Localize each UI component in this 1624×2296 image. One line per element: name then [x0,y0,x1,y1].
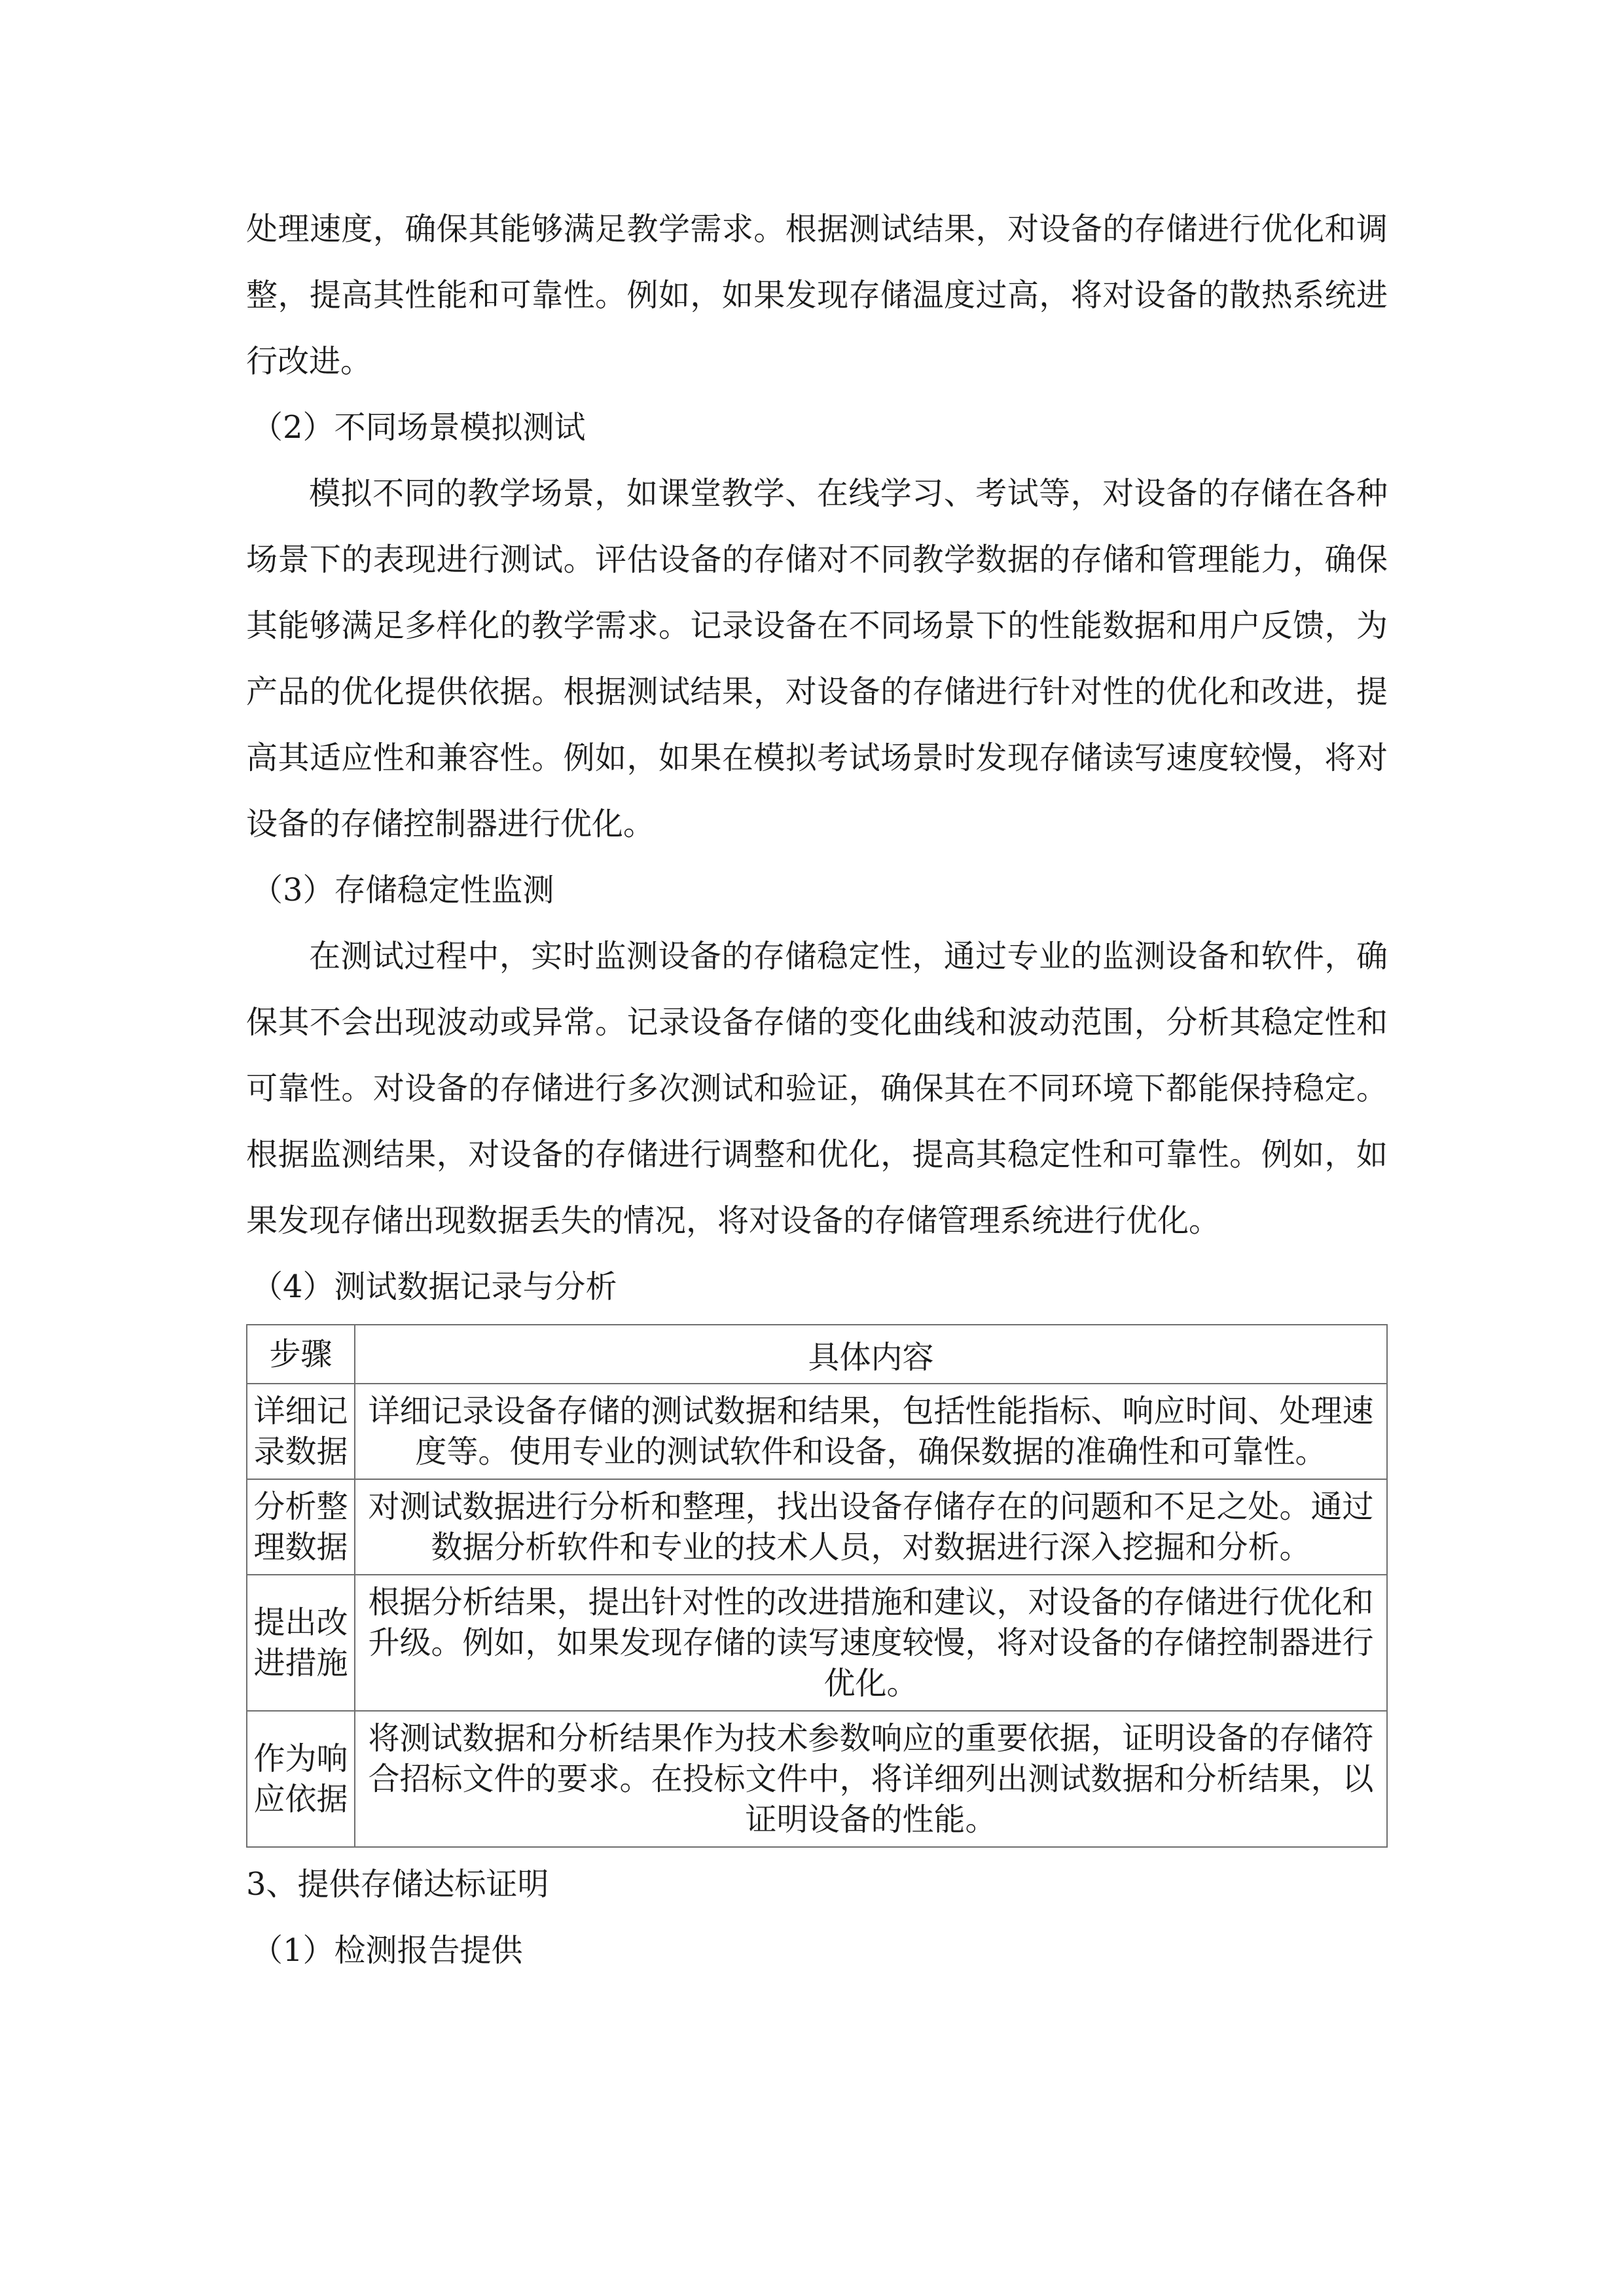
table-row [247,1575,1387,1711]
section-title-compliance-proof: 3、提供存储达标证明 [246,1866,549,1903]
table-row [247,1384,1387,1479]
document-body [246,196,1388,1984]
table-row [247,1711,1387,1847]
table-cell-step: 作为响应依据 [247,1711,355,1847]
heading-test-report: （1）检测报告提供 [251,1932,523,1969]
paragraph-scenario-test: 模拟不同的教学场景，如课堂教学、在线学习、考试等，对设备的存储在各种场景下的表现进行测试。评估设备的存储对不同教学数据的存储和管理能力，确保其能够满足多样化的教学需求。记录设备在不同场景下的性能数据和用户反馈，为产品的优化提供依据。根据测试结果，对设备的存储进行针对性的优化和改进，提高其适应性和兼容性。例如，如果在模拟考试场景时发现存储读写速度较慢，将对设备的存储控制器进行优化。 [246,475,1388,842]
table-cell-step: 提出改进措施 [247,1575,355,1711]
table-cell-step: 详细记录数据 [247,1384,355,1479]
table-cell-step: 分析整理数据 [247,1479,355,1575]
heading-data-analysis: （4）测试数据记录与分析 [251,1268,617,1305]
table-cell-content: 将测试数据和分析结果作为技术参数响应的重要依据，证明设备的存储符合招标文件的要求。在投标文件中，将详细列出测试数据和分析结果，以证明设备的性能。 [355,1711,1387,1847]
table-header-content: 具体内容 [355,1325,1387,1384]
table-header-step: 步骤 [247,1325,355,1384]
table-cell-content: 根据分析结果，提出针对性的改进措施和建议，对设备的存储进行优化和升级。例如，如果发现存储的读写速度较慢，将对设备的存储控制器进行优化。 [355,1575,1387,1711]
heading-scenario-test: （2）不同场景模拟测试 [251,409,586,446]
table-cell-content: 对测试数据进行分析和整理，找出设备存储存在的问题和不足之处。通过数据分析软件和专业的技术人员，对数据进行深入挖掘和分析。 [355,1479,1387,1575]
table-cell-content: 详细记录设备存储的测试数据和结果，包括性能指标、响应时间、处理速度等。使用专业的测试软件和设备，确保数据的准确性和可靠性。 [355,1384,1387,1479]
paragraph-stability-monitoring: 在测试过程中，实时监测设备的存储稳定性，通过专业的监测设备和软件，确保其不会出现波动或异常。记录设备存储的变化曲线和波动范围，分析其稳定性和可靠性。对设备的存储进行多次测试和验证，确保其在不同环境下都能保持稳定。根据监测结果，对设备的存储进行调整和优化，提高其稳定性和可靠性。例如，如果发现存储出现数据丢失的情况，将对设备的存储管理系统进行优化。 [246,938,1388,1239]
paragraph-performance-continuation: 处理速度，确保其能够满足教学需求。根据测试结果，对设备的存储进行优化和调整，提高其性能和可靠性。例如，如果发现存储温度过高，将对设备的散热系统进行改进。 [246,211,1388,380]
table-header-row [247,1325,1387,1384]
test-data-table [246,1324,1388,1848]
heading-stability-monitoring: （3）存储稳定性监测 [251,872,554,908]
table-row [247,1479,1387,1575]
